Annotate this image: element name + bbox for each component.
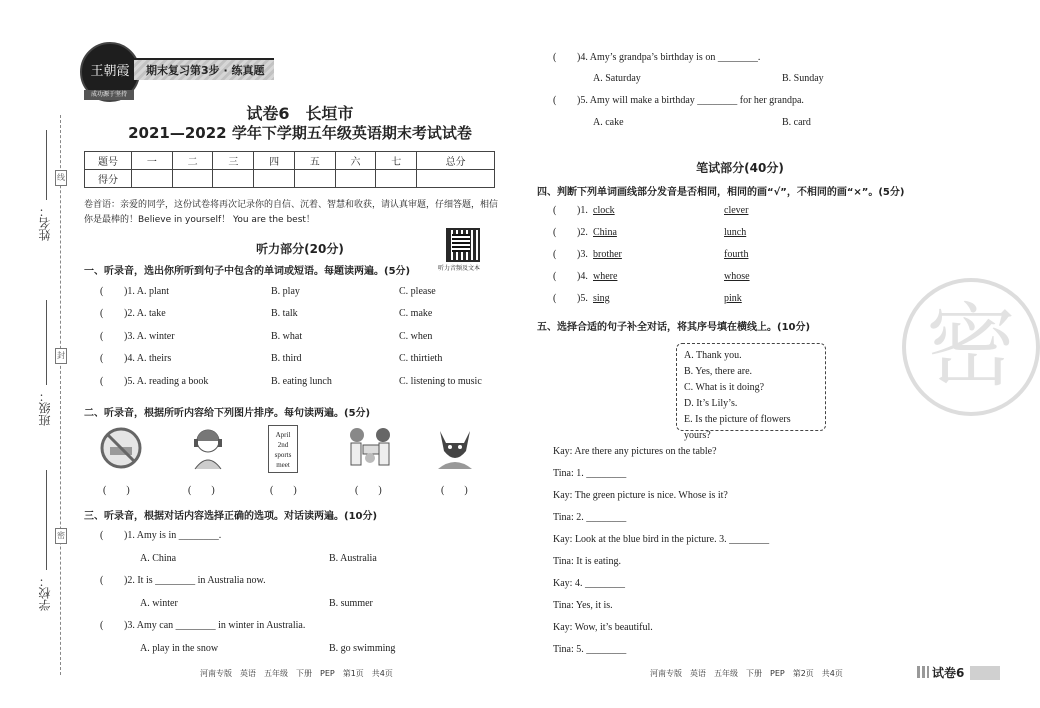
- q3-item-1-question: )1. Amy is in ________.: [124, 530, 222, 541]
- q1-item-3-c: C. when: [399, 331, 433, 342]
- score-input-cell[interactable]: [376, 170, 417, 188]
- options-box: [676, 343, 826, 441]
- answer-paren[interactable]: (: [553, 205, 557, 216]
- score-cell: 四: [254, 152, 295, 170]
- q4-item-2-word1: China: [593, 227, 617, 238]
- q1-item-1-a: )1. A. plant: [124, 286, 169, 297]
- dialogue-line: Tina: Yes, it is.: [553, 600, 613, 611]
- dialogue-line: Kay: Are there any pictures on the table?: [553, 446, 717, 457]
- question-3-head: 三、听录音，根据对话内容选择正确的选项。对话读两遍。(10分): [84, 511, 378, 522]
- score-input-cell[interactable]: [254, 170, 295, 188]
- brand-logo-band: 成功源于坚持: [84, 90, 134, 100]
- q1-item-5-c: C. listening to music: [399, 376, 482, 387]
- answer-paren[interactable]: (: [100, 575, 104, 586]
- q3-item-2-b: B. summer: [329, 598, 373, 609]
- question-4-head: 四、判断下列单词画线部分发音是否相同，相同的画“√”，不相同的画“×”。(5分): [537, 187, 905, 198]
- q3-item-4-question: )4. Amy’s grandpa’s birthday is on ________.: [577, 52, 761, 63]
- q1-item-3-b: B. what: [271, 331, 303, 342]
- score-cell: 一: [132, 152, 173, 170]
- score-cell: 五: [294, 152, 335, 170]
- score-input-cell[interactable]: [213, 170, 254, 188]
- answer-paren[interactable]: (: [553, 95, 557, 106]
- dialogue-line-blank[interactable]: Kay: 4. ________: [553, 578, 625, 589]
- q3-item-5-question: )5. Amy will make a birthday ________ for her grandpa.: [577, 95, 804, 106]
- q4-item-3-num: )3.: [577, 249, 588, 260]
- step-label: 期末复习第3步 · 练真题: [134, 58, 274, 80]
- exam-intro: 卷首语：亲爱的同学，这份试卷将再次记录你的自信、沉着、智慧和收获，请认真审题，仔细答题，相信你是最棒的！Believe in yourself！ You are the best！: [84, 200, 499, 225]
- q3-item-2-question: )2. It is ________ in Australia now.: [124, 575, 266, 586]
- option-a: A. Thank you.: [684, 350, 742, 361]
- answer-paren[interactable]: (: [100, 620, 104, 631]
- footer-page-2: 河南专版 英语 五年级 下册 PEP 第2页 共4页: [650, 669, 843, 678]
- q4-item-1-word2: clever: [724, 205, 749, 216]
- exam-title: 试卷6 长垣市: [246, 104, 354, 123]
- answer-paren[interactable]: (: [553, 271, 557, 282]
- option-b: B. Yes, there are.: [684, 366, 753, 377]
- tag-dots: [917, 666, 929, 678]
- picture-order-blank[interactable]: ( ): [355, 485, 382, 496]
- class-label: 班级：: [38, 390, 52, 426]
- question-1-head: 一、听录音，选出你所听到句子中包含的单词或短语。每题读两遍。(5分): [84, 266, 411, 277]
- score-input-cell[interactable]: [172, 170, 213, 188]
- score-input-cell[interactable]: [132, 170, 173, 188]
- q3-item-3-a: A. play in the snow: [140, 643, 219, 654]
- dialogue-line: Kay: The green picture is nice. Whose is it?: [553, 490, 728, 501]
- dog-icon: [432, 425, 478, 471]
- score-cell: 总分: [417, 152, 495, 170]
- class-underline: [46, 300, 47, 385]
- score-input-cell[interactable]: [335, 170, 376, 188]
- answer-paren[interactable]: (: [553, 227, 557, 238]
- dialogue-line-blank[interactable]: Tina: 5. ________: [553, 644, 627, 655]
- seal-tag-secret: 密: [55, 528, 67, 544]
- score-cell: 二: [172, 152, 213, 170]
- score-cell: 三: [213, 152, 254, 170]
- q4-item-5-word2: pink: [724, 293, 742, 304]
- dialogue-line-blank[interactable]: Kay: Look at the blue bird in the picture. 3. ________: [553, 534, 770, 545]
- q3-item-5-b: B. card: [782, 117, 811, 128]
- q4-item-1-word1: clock: [593, 205, 615, 216]
- q3-item-1-a: A. China: [140, 553, 177, 564]
- score-table-score-row: [85, 170, 495, 188]
- q4-item-5-num: )5.: [577, 293, 588, 304]
- option-e: E. Is the picture of flowers yours?: [684, 414, 791, 441]
- q1-item-4-b: B. third: [271, 353, 302, 364]
- brand-logo: 王朝霞: [80, 42, 140, 102]
- picture-order-blank[interactable]: ( ): [270, 485, 297, 496]
- score-table: [84, 151, 495, 188]
- score-cell: 七: [376, 152, 417, 170]
- answer-paren[interactable]: (: [553, 52, 557, 63]
- listening-section-title: 听力部分(20分): [256, 242, 344, 256]
- school-underline: [46, 470, 47, 570]
- answer-paren[interactable]: (: [100, 530, 104, 541]
- answer-paren[interactable]: (: [100, 286, 104, 297]
- exam-subtitle: 2021—2022 学年下学期五年级英语期末考试试卷: [128, 124, 472, 142]
- q4-item-3-word2: fourth: [724, 249, 749, 260]
- q1-item-4-a: )4. A. theirs: [124, 353, 172, 364]
- question-2-head: 二、听录音，根据所听内容给下列图片排序。每句读两遍。(5分): [84, 408, 371, 419]
- name-label: 姓名：: [38, 205, 52, 241]
- written-section-title: 笔试部分(40分): [696, 161, 784, 175]
- school-label: 学校：: [38, 575, 52, 611]
- q3-item-1-b: B. Australia: [329, 553, 377, 564]
- answer-paren[interactable]: (: [553, 249, 557, 260]
- q3-item-5-a: A. cake: [593, 117, 624, 128]
- paper-tag: 试卷6: [932, 666, 965, 680]
- name-underline: [46, 130, 47, 200]
- qr-caption: 听力音频及文本: [438, 265, 481, 272]
- footer-page-1: 河南专版 英语 五年级 下册 PEP 第1页 共4页: [200, 669, 393, 678]
- option-c: C. What is it doing?: [684, 382, 765, 393]
- answer-paren[interactable]: (: [100, 331, 104, 342]
- calendar-event-2: meet: [276, 461, 290, 469]
- q3-item-2-a: A. winter: [140, 598, 178, 609]
- question-5-head: 五、选择合适的句子补全对话，将其序号填在横线上。(10分): [537, 322, 811, 333]
- score-input-cell[interactable]: [294, 170, 335, 188]
- dialogue-line: Tina: It is eating.: [553, 556, 621, 567]
- no-food-sign-icon: [98, 425, 144, 471]
- score-cell: 六: [335, 152, 376, 170]
- q4-item-1-num: )1.: [577, 205, 588, 216]
- qr-code-inner: [452, 234, 470, 252]
- score-cell: 题号: [85, 152, 132, 170]
- q4-item-4-word1: where: [593, 271, 618, 282]
- family-cake-icon: [343, 425, 399, 471]
- seal-tag-line: 线: [55, 170, 67, 186]
- answer-paren[interactable]: (: [100, 376, 104, 387]
- q1-item-1-c: C. please: [399, 286, 436, 297]
- girl-headphones-icon: [185, 425, 231, 471]
- answer-paren[interactable]: (: [553, 293, 557, 304]
- score-cell: 得分: [85, 170, 132, 188]
- score-table-header-row: [85, 152, 495, 170]
- picture-order-blank[interactable]: ( ): [103, 485, 130, 496]
- option-d: D. It’s Lily’s.: [684, 398, 738, 409]
- q3-item-4-b: B. Sunday: [782, 73, 824, 84]
- q1-item-2-b: B. talk: [271, 308, 298, 319]
- calendar-event-1: sports: [274, 451, 292, 459]
- dialogue-line-blank[interactable]: Tina: 1. ________: [553, 468, 627, 479]
- picture-order-blank[interactable]: ( ): [188, 485, 215, 496]
- picture-order-blank[interactable]: ( ): [441, 485, 468, 496]
- binding-line: [60, 115, 61, 675]
- q1-item-2-a: )2. A. take: [124, 308, 166, 319]
- paper-tag-bar: [970, 666, 1000, 680]
- q4-item-2-num: )2.: [577, 227, 588, 238]
- q4-item-3-word1: brother: [593, 249, 622, 260]
- q1-item-3-a: )3. A. winter: [124, 331, 175, 342]
- score-input-cell[interactable]: [417, 170, 495, 188]
- q4-item-4-num: )4.: [577, 271, 588, 282]
- seal-tag-seal: 封: [55, 348, 67, 364]
- q3-item-3-b: B. go swimming: [329, 643, 396, 654]
- calendar-day: 2nd: [277, 441, 289, 449]
- q3-item-3-question: )3. Amy can ________ in winter in Australia.: [124, 620, 306, 631]
- q1-item-5-b: B. eating lunch: [271, 376, 332, 387]
- dialogue-line-blank[interactable]: Tina: 2. ________: [553, 512, 627, 523]
- dialogue-line: Kay: Wow, it’s beautiful.: [553, 622, 653, 633]
- q1-item-2-c: C. make: [399, 308, 433, 319]
- calendar-icon: [268, 425, 298, 473]
- q3-item-4-a: A. Saturday: [593, 73, 641, 84]
- q1-item-5-a: )5. A. reading a book: [124, 376, 209, 387]
- q1-item-1-b: B. play: [271, 286, 300, 297]
- secret-watermark-icon: 密: [902, 278, 1040, 416]
- calendar-month: April: [275, 431, 291, 439]
- q4-item-2-word2: lunch: [724, 227, 747, 238]
- q4-item-4-word2: whose: [724, 271, 750, 282]
- q4-item-5-word1: sing: [593, 293, 610, 304]
- q1-item-4-c: C. thirtieth: [399, 353, 443, 364]
- answer-paren[interactable]: (: [100, 308, 104, 319]
- answer-paren[interactable]: (: [100, 353, 104, 364]
